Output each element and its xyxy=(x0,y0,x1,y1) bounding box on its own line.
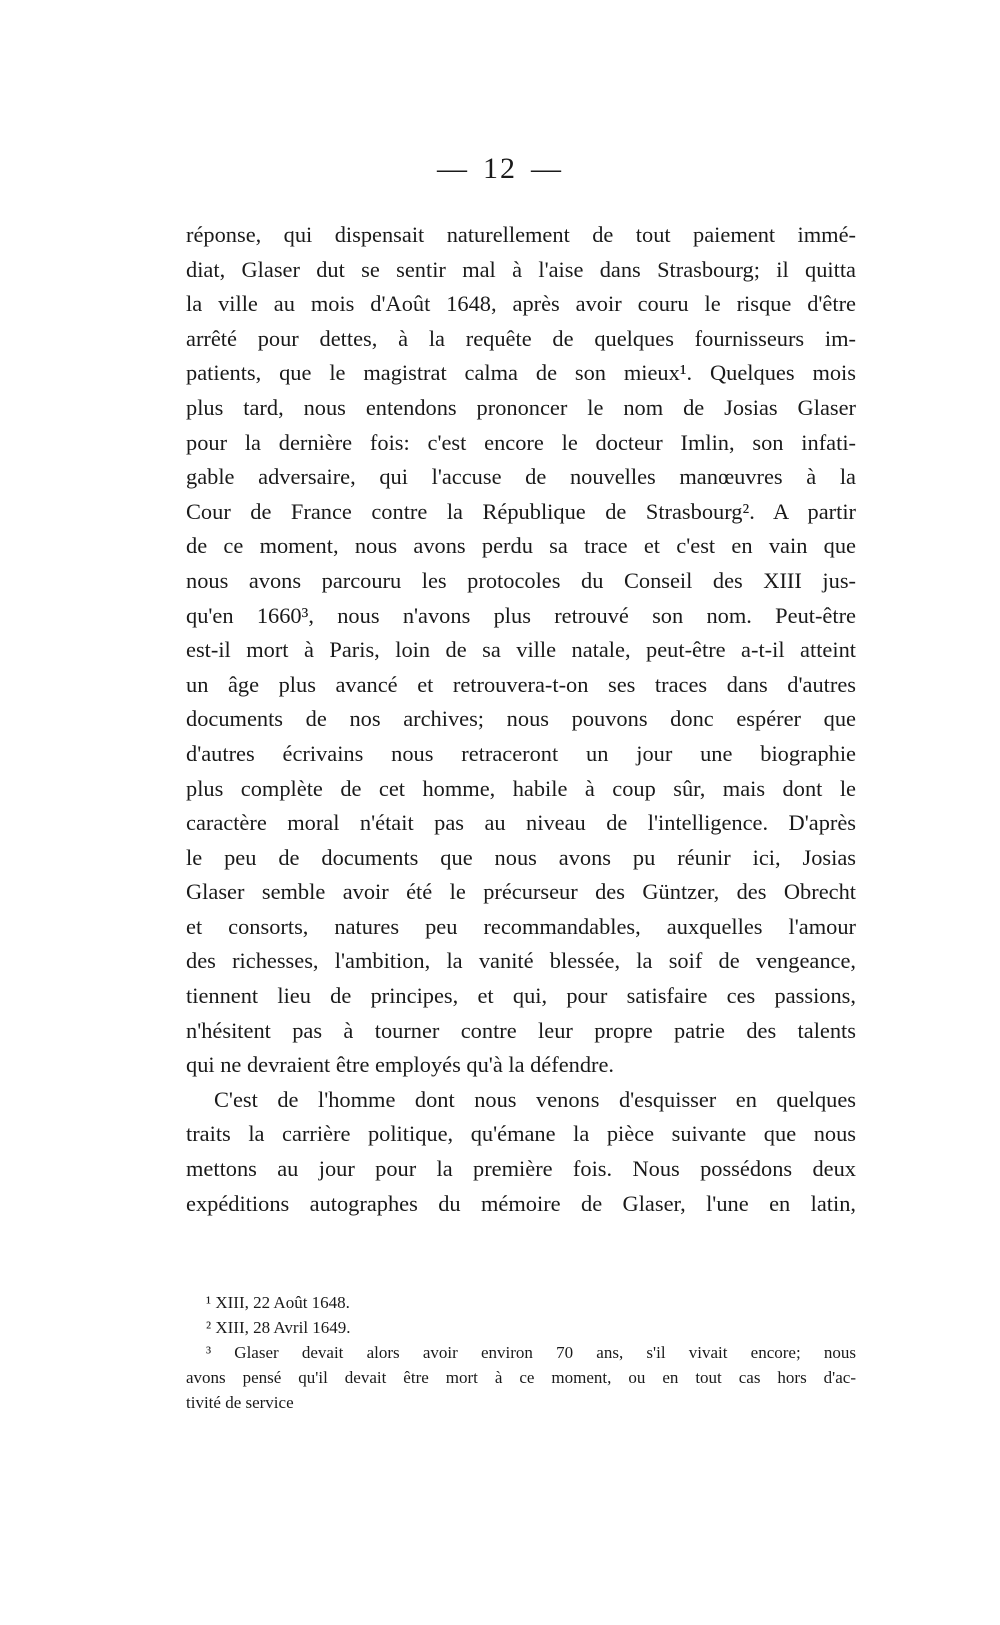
page-number-dash-right: — xyxy=(531,152,563,185)
body-line: caractère moral n'était pas au niveau de l'intelligence. D'après xyxy=(186,810,856,836)
body-line: patients, que le magistrat calma de son mieux¹. Quelques mois xyxy=(186,360,856,386)
footnote-3-end: tivité de service xyxy=(186,1393,294,1412)
body-line: C'est de l'homme dont nous venons d'esquisser en quelques xyxy=(214,1086,856,1112)
body-line: Glaser semble avoir été le précurseur des Güntzer, des Obrecht xyxy=(186,879,856,905)
body-line: n'hésitent pas à tourner contre leur propre patrie des talents xyxy=(186,1017,856,1043)
footnote-3-continued: avons pensé qu'il devait être mort à ce moment, ou en tout cas hors d'ac- xyxy=(186,1368,856,1387)
body-line: et consorts, natures peu recommandables, auxquelles l'amour xyxy=(186,913,856,939)
body-line: d'autres écrivains nous retraceront un jour une biographie xyxy=(186,740,856,766)
footnote-1: ¹ XIII, 22 Août 1648. xyxy=(206,1293,350,1312)
body-line: un âge plus avancé et retrouvera-t-on ses traces dans d'autres xyxy=(186,671,856,697)
page-number: 12 xyxy=(483,152,517,185)
body-line: plus complète de cet homme, habile à coup sûr, mais dont le xyxy=(186,775,856,801)
body-line: diat, Glaser dut se sentir mal à l'aise dans Strasbourg; il quitta xyxy=(186,256,856,282)
body-line: qu'en 1660³, nous n'avons plus retrouvé son nom. Peut-être xyxy=(186,602,856,628)
body-line: qui ne devraient être employés qu'à la défendre. xyxy=(186,1052,615,1078)
body-line: gable adversaire, qui l'accuse de nouvelles manœuvres à la xyxy=(186,464,856,490)
body-line: traits la carrière politique, qu'émane la pièce suivante que nous xyxy=(186,1121,856,1147)
page-number-dash-left: — xyxy=(437,152,469,185)
footnote-3: ³ Glaser devait alors avoir environ 70 ans, s'il vivait encore; nous xyxy=(206,1343,856,1362)
body-line: est-il mort à Paris, loin de sa ville natale, peut-être a-t-il atteint xyxy=(186,637,856,663)
body-line: plus tard, nous entendons prononcer le nom de Josias Glaser xyxy=(186,394,856,420)
body-line: Cour de France contre la République de Strasbourg². A partir xyxy=(186,498,856,524)
body-line: le peu de documents que nous avons pu réunir ici, Josias xyxy=(186,844,856,870)
body-line: documents de nos archives; nous pouvons donc espérer que xyxy=(186,706,856,732)
body-line: expéditions autographes du mémoire de Glaser, l'une en latin, xyxy=(186,1190,856,1216)
page-number-header xyxy=(0,152,1000,186)
body-line: la ville au mois d'Août 1648, après avoir couru le risque d'être xyxy=(186,291,856,317)
body-line: des richesses, l'ambition, la vanité blessée, la soif de vengeance, xyxy=(186,948,856,974)
body-line: tiennent lieu de principes, et qui, pour satisfaire ces passions, xyxy=(186,983,856,1009)
body-line: mettons au jour pour la première fois. Nous possédons deux xyxy=(186,1156,856,1182)
body-line: de ce moment, nous avons perdu sa trace et c'est en vain que xyxy=(186,533,856,559)
body-line: pour la dernière fois: c'est encore le docteur Imlin, son infati- xyxy=(186,429,856,455)
footnotes xyxy=(186,1290,856,1415)
body-text xyxy=(186,218,856,1221)
body-line: nous avons parcouru les protocoles du Conseil des XIII jus- xyxy=(186,567,856,593)
body-line: réponse, qui dispensait naturellement de tout paiement immé- xyxy=(186,222,856,247)
body-line: arrêté pour dettes, à la requête de quelques fournisseurs im- xyxy=(186,325,856,351)
footnote-2: ² XIII, 28 Avril 1649. xyxy=(206,1318,351,1337)
